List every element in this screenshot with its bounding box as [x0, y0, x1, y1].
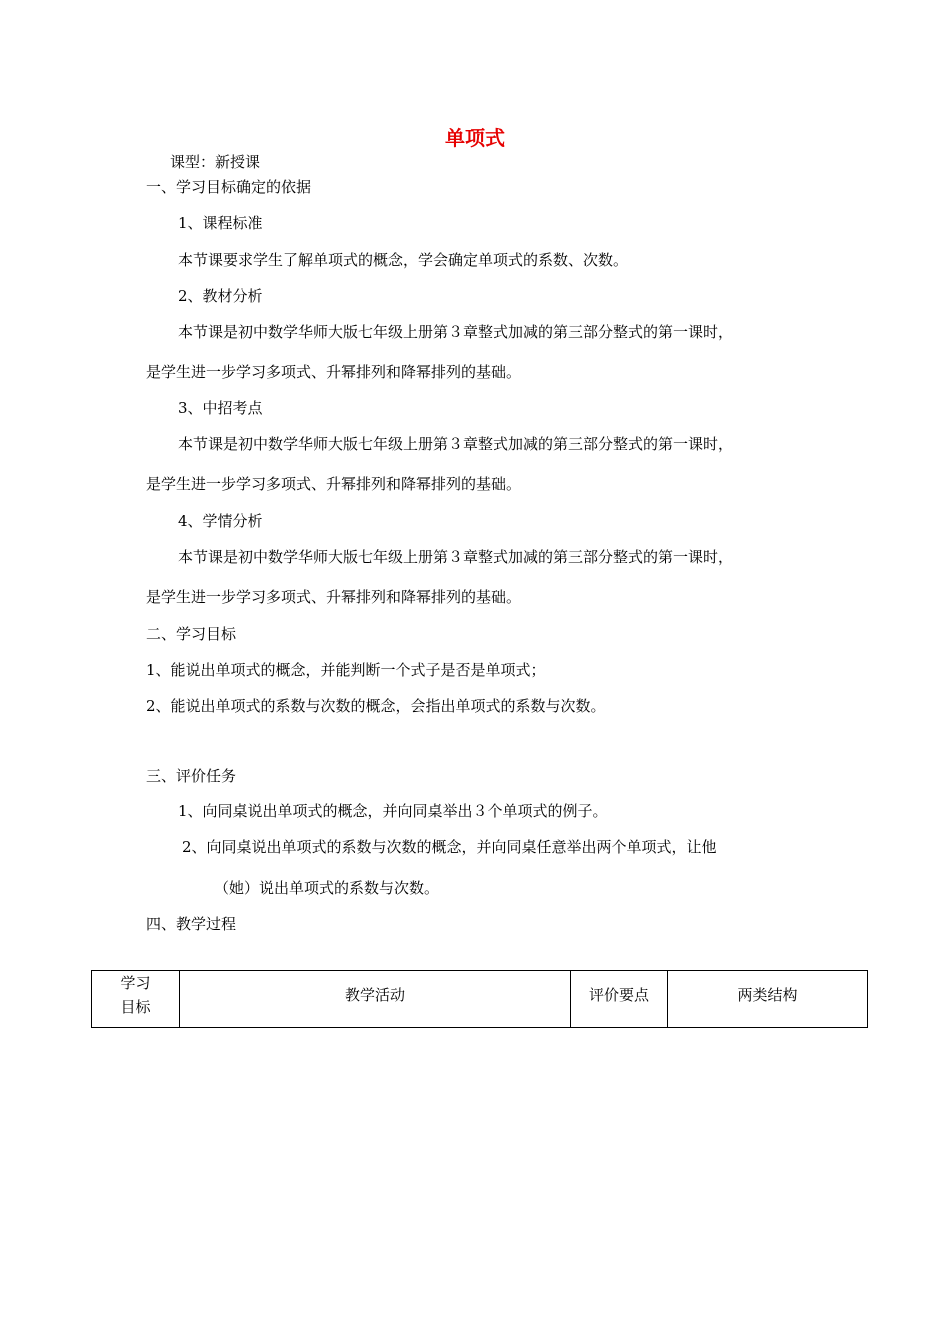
- header-teaching-activity-label: 教学活动: [344, 986, 405, 1004]
- section1-sub3-text-line1: 本节课是初中数学华师大版七年级上册第３章整式加减的第三部分整式的第一课时，: [178, 435, 734, 453]
- course-type: 课型：新授课: [170, 153, 261, 171]
- section1-heading: 一、学习目标确定的依据: [146, 178, 312, 196]
- section4-heading: 四、教学过程: [146, 915, 237, 933]
- section1-sub1-heading: 1、课程标准: [178, 214, 263, 232]
- section2-item1: 1、能说出单项式的概念，并能判断一个式子是否是单项式；: [146, 661, 546, 679]
- header-two-structures-label: 两类结构: [737, 986, 798, 1004]
- section1-sub2-heading: 2、教材分析: [178, 287, 263, 305]
- section1-sub3-text-line2: 是学生进一步学习多项式、升幂排列和降幂排列的基础。: [146, 475, 522, 493]
- section3-heading: 三、评价任务: [146, 767, 237, 785]
- section1-sub4-text-line2: 是学生进一步学习多项式、升幂排列和降幂排列的基础。: [146, 588, 522, 606]
- header-teaching-activity: [180, 971, 571, 1028]
- header-learning-goal: [92, 971, 180, 1028]
- section2-heading: 二、学习目标: [146, 625, 237, 643]
- section3-item1: 1、向同桌说出单项式的概念，并向同桌举出３个单项式的例子。: [178, 802, 608, 820]
- section1-sub3-heading: 3、中招考点: [178, 399, 263, 417]
- document-title: 单项式: [445, 126, 505, 150]
- table-header-row: [92, 971, 868, 1028]
- section1-sub2-text-line1: 本节课是初中数学华师大版七年级上册第３章整式加减的第三部分整式的第一课时，: [178, 323, 734, 341]
- section3-item2-line1: 2、向同桌说出单项式的系数与次数的概念，并向同桌任意举出两个单项式，让他: [182, 838, 717, 856]
- section1-sub4-text-line1: 本节课是初中数学华师大版七年级上册第３章整式加减的第三部分整式的第一课时，: [178, 548, 734, 566]
- teaching-process-table: [91, 970, 868, 1028]
- header-evaluation-points: [571, 971, 668, 1028]
- section2-item2: 2、能说出单项式的系数与次数的概念，会指出单项式的系数与次数。: [146, 697, 606, 715]
- section1-sub4-heading: 4、学情分析: [178, 512, 263, 530]
- header-two-structures: [668, 971, 868, 1028]
- section1-sub1-text: 本节课要求学生了解单项式的概念，学会确定单项式的系数、次数。: [178, 251, 629, 269]
- header-learning-goal-line1: 学习: [120, 974, 151, 992]
- section3-item2-line2: （她）说出单项式的系数与次数。: [214, 879, 440, 897]
- section1-sub2-text-line2: 是学生进一步学习多项式、升幂排列和降幂排列的基础。: [146, 363, 522, 381]
- header-learning-goal-line2: 目标: [120, 998, 151, 1016]
- header-evaluation-points-label: 评价要点: [588, 986, 649, 1004]
